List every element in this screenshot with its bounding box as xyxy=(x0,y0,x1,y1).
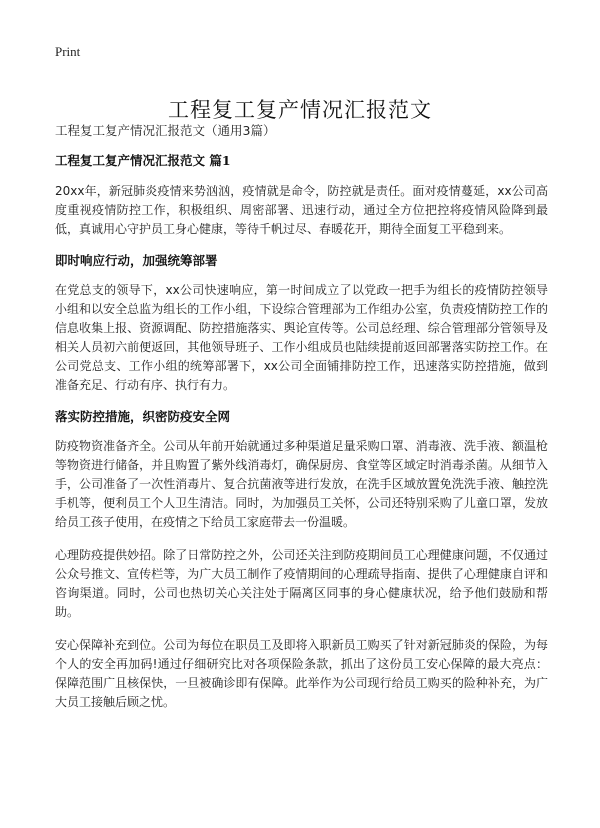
print-link[interactable]: Print xyxy=(55,44,81,59)
section-paragraph-response: 在党总支的领导下，xx公司快速响应，第一时间成立了以党政一把手为组长的疫情防控领导小组和以安全总监为组长的工作小组，下设综合管理部为工作组办公室，负责疫情防控工作的信息收集上报、资源调配、防控措施落实、舆论宣传等。公司总经理、综合管理部分管领导及相关人员初六前便返回，其他领导班子、工作小组成员也陆续提前返回部署落实防控工作。在公司党总支、工作小组的统筹部署下，xx公司全面铺排防控工作，迅速落实防控措施，做到准备充足、行动有序、执行有力。 xyxy=(55,283,548,392)
page-title: 工程复工复产情况汇报范文 xyxy=(168,98,432,123)
intro-paragraph: 20xx年，新冠肺炎疫情来势汹汹，疫情就是命令，防控就是责任。面对疫情蔓延，xx公司高度重视疫情防控工作，积极组织、周密部署、迅速行动，通过全方位把控将疫情风险降到最低，真诚用心守护员工身心健康，等待千帆过尽、春暖花开，期待全面复工平稳到来。 xyxy=(55,184,548,236)
paragraph-psychology: 心理防疫提供妙招。除了日常防控之外，公司还关注到防疫期间员工心理健康问题，不仅通过公众号推文、宣传栏等，为广大员工制作了疫情期间的心理疏导指南、提供了心理健康自评和咨询渠道。同时，公司也热切关心关注处于隔离区同事的身心健康状况，给予他们鼓励和帮助。 xyxy=(55,548,548,619)
paragraph-insurance: 安心保障补充到位。公司为每位在职员工及即将入职新员工购买了针对新冠肺炎的保险，为每个人的安全再加码!通过仔细研究比对各项保险条款，抓出了这份员工安心保障的最大亮点：保障范围广且核保快，一旦被确诊即有保障。此举作为公司现行给员工购买的险种补充，为广大员工接触后顾之忧。 xyxy=(55,638,548,709)
section-heading-response: 即时响应行动，加强统筹部署 xyxy=(55,253,218,268)
document-subtitle: 工程复工复产情况汇报范文（通用3篇） xyxy=(55,123,276,138)
article-content xyxy=(55,153,548,726)
section-heading-measures: 落实防控措施，织密防疫安全网 xyxy=(55,409,231,424)
article-heading: 工程复工复产情况汇报范文 篇1 xyxy=(55,153,231,168)
paragraph-supplies: 防疫物资准备齐全。公司从年前开始就通过多种渠道足量采购口罩、消毒液、洗手液、额温枪等物资进行储备，并且购置了紫外线消毒灯，确保厨房、食堂等区域定时消毒杀菌。从细节入手，公司准备了一次性消毒片、复合抗菌液等进行发放，在洗手区域放置免洗洗手液、触控洗手机等，便利员工个人卫生清洁。同时，为加强员工关怀，公司还特别采购了儿童口罩，发放给员工孩子使用，在疫情之下给员工家庭带去一份温暖。 xyxy=(55,439,548,529)
